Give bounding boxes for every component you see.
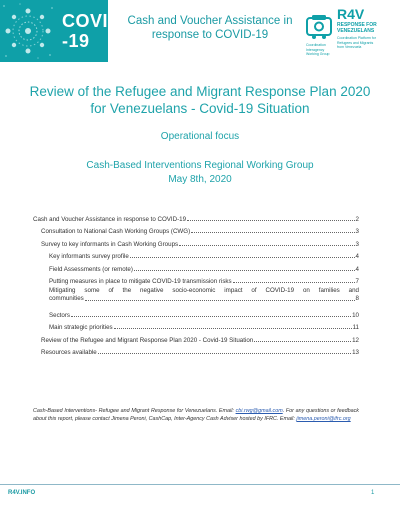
toc-leader-dots	[254, 340, 351, 342]
toc-entry[interactable]	[33, 210, 359, 223]
r4v-subtitle-line2: VENEZUELANS	[337, 28, 375, 34]
page-header	[0, 0, 400, 62]
toc-page-number: 8	[355, 295, 359, 302]
covid-logo-text	[62, 11, 122, 51]
toc-page-number: 12	[352, 336, 359, 344]
document-title	[20, 83, 380, 117]
toc-page-number: 3	[355, 228, 359, 235]
r4v-subtitle	[337, 22, 397, 34]
note-text-1: Cash-Based Interventions- Refugee and Migrant Response for Venezuelans. Email:	[33, 408, 236, 414]
r4v-small-line3: from Venezuela	[337, 45, 362, 49]
toc-page-number: 3	[355, 240, 359, 248]
toc-entry[interactable]	[33, 273, 359, 286]
footer-site[interactable]: R4V.INFO	[8, 490, 36, 496]
toc-entry[interactable]	[33, 235, 359, 248]
r4v-name: R4V	[337, 6, 365, 22]
toc-leader-dots	[114, 327, 352, 329]
toc-entry-line2	[49, 295, 359, 303]
header-title-line2: response to COVID-19	[151, 29, 269, 41]
toc-leader-dots	[130, 256, 355, 258]
document-date: May 8th, 2020	[168, 174, 232, 185]
toc-leader-dots	[191, 231, 354, 233]
working-group-block	[20, 159, 380, 187]
toc-page-number: 7	[355, 278, 359, 285]
covid-19-logo	[0, 0, 122, 62]
toc-leader-dots	[71, 315, 351, 317]
note-text-2: . For any questions or feedback about this report, please contact Jimena Peroni, CashCap, Inter-Agency Cash Adviser hosted by IFRC. Email:	[33, 408, 359, 422]
toc-leader-dots	[179, 244, 354, 246]
operational-focus: Operational focus	[160, 131, 240, 142]
toc-leader-dots	[187, 219, 354, 221]
toc-entry[interactable]	[33, 331, 359, 344]
toc-leader-dots	[233, 281, 355, 283]
toc-leader-dots	[85, 299, 355, 301]
toc-entry[interactable]	[33, 287, 359, 303]
covid-logo-line1: COVID	[62, 11, 122, 31]
toc-entry-text-line1: Mitigating some of the negative socio-economic impact of COVID-19 on families and	[49, 287, 359, 294]
r4v-platform-text	[306, 43, 334, 57]
r4v-platform-line2: Interagency	[306, 47, 325, 52]
r4v-emblem-icon	[306, 14, 332, 40]
r4v-logo	[306, 5, 398, 57]
toc-entry-text: Putting measures in place to mitigate COVID-19 transmission risks	[49, 278, 232, 285]
r4v-subtitle-line1: RESPONSE FOR	[337, 22, 377, 28]
r4v-platform-line1: Coordination	[306, 43, 326, 47]
page-number: 1	[371, 490, 375, 496]
r4v-platform-line3: Working Group	[306, 52, 330, 56]
toc-entry-text: Cash and Voucher Assistance in response to COVID-19	[33, 215, 187, 223]
toc-page-number: 4	[355, 265, 359, 273]
toc-page-number: 4	[355, 253, 359, 260]
header-title-line1: Cash and Voucher Assistance in	[127, 15, 293, 27]
toc-entry[interactable]	[33, 248, 359, 261]
document-title-line2: for Venezuelans - Covid-19 Situation	[90, 101, 310, 116]
toc-entry-text: Resources available	[41, 349, 97, 356]
toc-leader-dots	[134, 269, 355, 271]
document-title-line1: Review of the Refugee and Migrant Response Plan 2020	[29, 84, 371, 99]
header-title	[120, 14, 300, 42]
email-link-cbi[interactable]: cbi.rwg@gmail.com	[235, 408, 283, 414]
r4v-small-text	[337, 36, 397, 50]
r4v-small-line1: Coordination Platform for	[337, 36, 376, 40]
toc-entry[interactable]	[33, 344, 359, 357]
toc-page-number: 13	[352, 349, 359, 356]
covid-logo-line2: -19	[62, 31, 90, 51]
toc-entry-text-line2: communities	[49, 295, 84, 302]
contact-note	[33, 407, 359, 423]
toc-entry-text: Key informants survey profile	[49, 253, 129, 260]
toc-entry-text: Main strategic priorities	[49, 324, 113, 331]
email-link-jimena[interactable]: jimena.peroni@ifrc.org	[296, 416, 351, 422]
toc-entry-text: Review of the Refugee and Migrant Response Plan 2020 - Covid-19 Situation	[41, 336, 254, 344]
toc-page-number: 11	[352, 324, 359, 331]
toc-entry[interactable]	[33, 260, 359, 273]
toc-leader-dots	[98, 352, 351, 354]
toc-entry-text: Sectors	[49, 311, 70, 319]
toc-page-number: 10	[352, 311, 359, 319]
toc-entry[interactable]	[33, 306, 359, 319]
toc-entry[interactable]	[33, 223, 359, 236]
toc-entry-text: Survey to key informants in Cash Working Groups	[41, 240, 179, 248]
table-of-contents	[33, 210, 359, 356]
toc-entry-text: Field Assessments (or remote)	[49, 265, 133, 273]
r4v-small-line2: Refugees and Migrants	[337, 40, 374, 45]
toc-entry-text: Consultation to National Cash Working Groups (CWG)	[41, 228, 191, 235]
toc-entry[interactable]	[33, 319, 359, 332]
footer-divider	[0, 484, 400, 485]
working-group-name: Cash-Based Interventions Regional Working Group	[86, 160, 314, 171]
toc-page-number: 2	[355, 215, 359, 223]
